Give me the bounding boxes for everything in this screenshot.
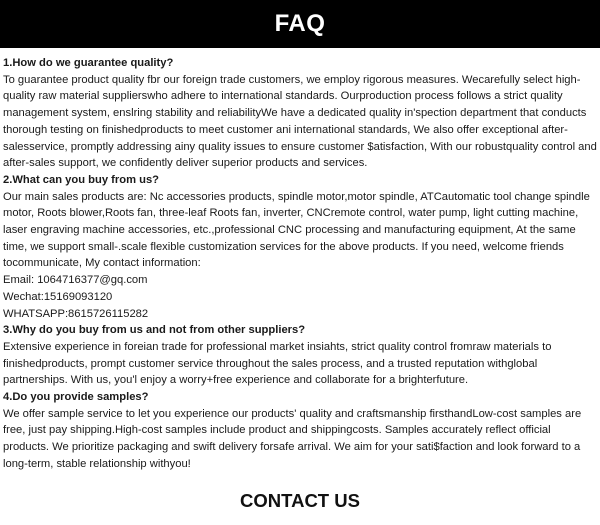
faq-header-bar bbox=[0, 0, 600, 48]
faq-answer-2: Our main sales products are: Nc accessories products, spindle motor,motor spindle, ATCautomatic tool change spindle motor, Roots blower,Roots fan, three-leaf Roots fan, inverter, CNCremote control, water pump, light cutting machine, laser engraving machine accessories, etc.,professional CNC processing and manufacturing equipment, At the same time, we support small-.scale flexible customization services for the above products. If you need, welcome friends tocommunicate, My contact information: bbox=[3, 190, 590, 270]
contact-email: Email: 1064716377@gq.com bbox=[3, 274, 148, 287]
faq-answer-3: Extensive experience in foreian trade for professional market insiahts, strict quality control fromraw materials to finishedproducts, prompt customer service throughout the sales process, and a trusted reputation withglobal partnerships. With us, you'l enjoy a worry+free experience and collaborate for a brighterfuture. bbox=[3, 340, 552, 387]
faq-answer-1: To guarantee product quality fbr our foreign trade customers, we employ rigorous measures. Wecarefully select high-quality raw material supplierswho adhere to international standards. Ourproduction process follows a strict quality management system, enslring stability and reliabilityWe have a dedicated quality in'spection department that conducts thorough testing on finishedproducts to meet customer ani international standards, We also offer exceptional after-salesservice, promptly addressing ainy quality issues to ensure customer $atisfaction, With our robustquality control and after-sales support, we confidently deliver superior products and services. bbox=[3, 73, 597, 170]
faq-question-2: 2.What can you buy from us? bbox=[3, 173, 160, 186]
faq-question-4: 4.Do you provide samples? bbox=[3, 391, 149, 404]
contact-us-heading: CONTACT US bbox=[240, 490, 360, 511]
faq-question-1: 1.How do we guarantee quality? bbox=[3, 57, 174, 69]
faq-title: FAQ bbox=[274, 10, 326, 37]
contact-whatsapp: WHATSAPP:8615726115282 bbox=[3, 307, 149, 320]
faq-content bbox=[3, 55, 597, 473]
contact-wechat: Wechat:15169093120 bbox=[3, 290, 113, 303]
faq-answer-4: We offer sample service to let you experience our products' quality and craftsmanship firsthandLow-cost samples are free, just pay shipping.High-cost samples include product and shippingcosts. Samples accurately reflect official products. We prioritize packaging and swift delivery forsafe arrival. We aim for your sati$faction and look forward to a long-term, stable relationship withyou! bbox=[3, 407, 582, 470]
faq-question-3: 3.Why do you buy from us and not from other suppliers? bbox=[3, 324, 306, 337]
